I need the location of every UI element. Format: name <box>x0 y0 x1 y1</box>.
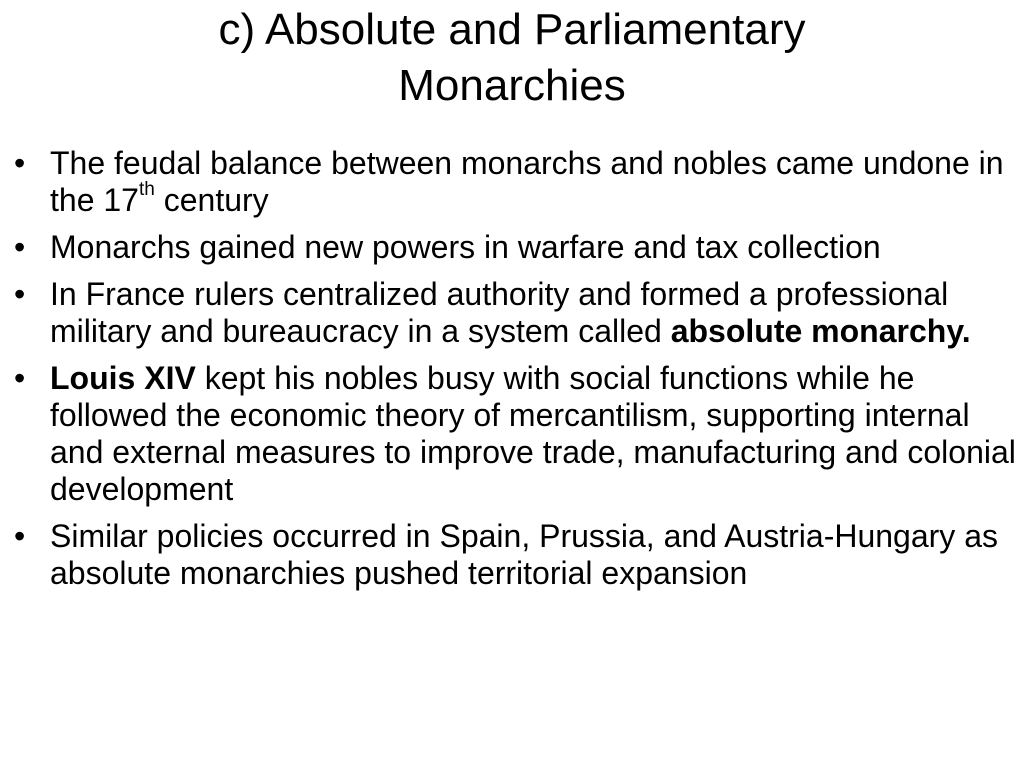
bullet-item <box>14 276 1018 350</box>
bullet-text: Similar policies occurred in Spain, Prussia, and Austria-Hungary as absolute monarchies pushed territorial expansion <box>50 518 998 591</box>
slide-title-line-2: Monarchies <box>398 61 626 110</box>
slide-title <box>0 2 1024 114</box>
bullet-text <box>50 360 1016 507</box>
bullet-text-part: century <box>154 182 269 218</box>
bullet-list <box>14 145 1018 602</box>
bullet-item <box>14 229 1018 266</box>
bold-term: absolute monarchy. <box>670 313 971 349</box>
bullet-icon: • <box>14 145 26 181</box>
bullet-item <box>14 518 1018 592</box>
bullet-text-part: In France rulers centralized authority and formed a professional military and bureaucracy in a system called <box>50 276 949 349</box>
bold-term: Louis XIV <box>50 360 196 396</box>
bullet-text <box>50 276 971 349</box>
bullet-text-part: kept his nobles busy with social functions while he followed the economic theory of mercantilism, supporting internal and external measures to improve trade, manufacturing and colonial development <box>50 360 1016 507</box>
bullet-icon: • <box>14 518 26 554</box>
bullet-icon: • <box>14 276 26 312</box>
bullet-item <box>14 145 1018 219</box>
bullet-icon: • <box>14 229 26 265</box>
bullet-text: Monarchs gained new powers in warfare and tax collection <box>50 229 881 265</box>
slide-title-line-1: c) Absolute and Parliamentary <box>218 5 806 54</box>
bullet-icon: • <box>14 360 26 396</box>
bullet-text <box>50 145 1004 218</box>
superscript-text: th <box>138 179 155 201</box>
bullet-text-part: The feudal balance between monarchs and nobles came undone in the 17 <box>50 145 1004 218</box>
bullet-item <box>14 360 1018 508</box>
